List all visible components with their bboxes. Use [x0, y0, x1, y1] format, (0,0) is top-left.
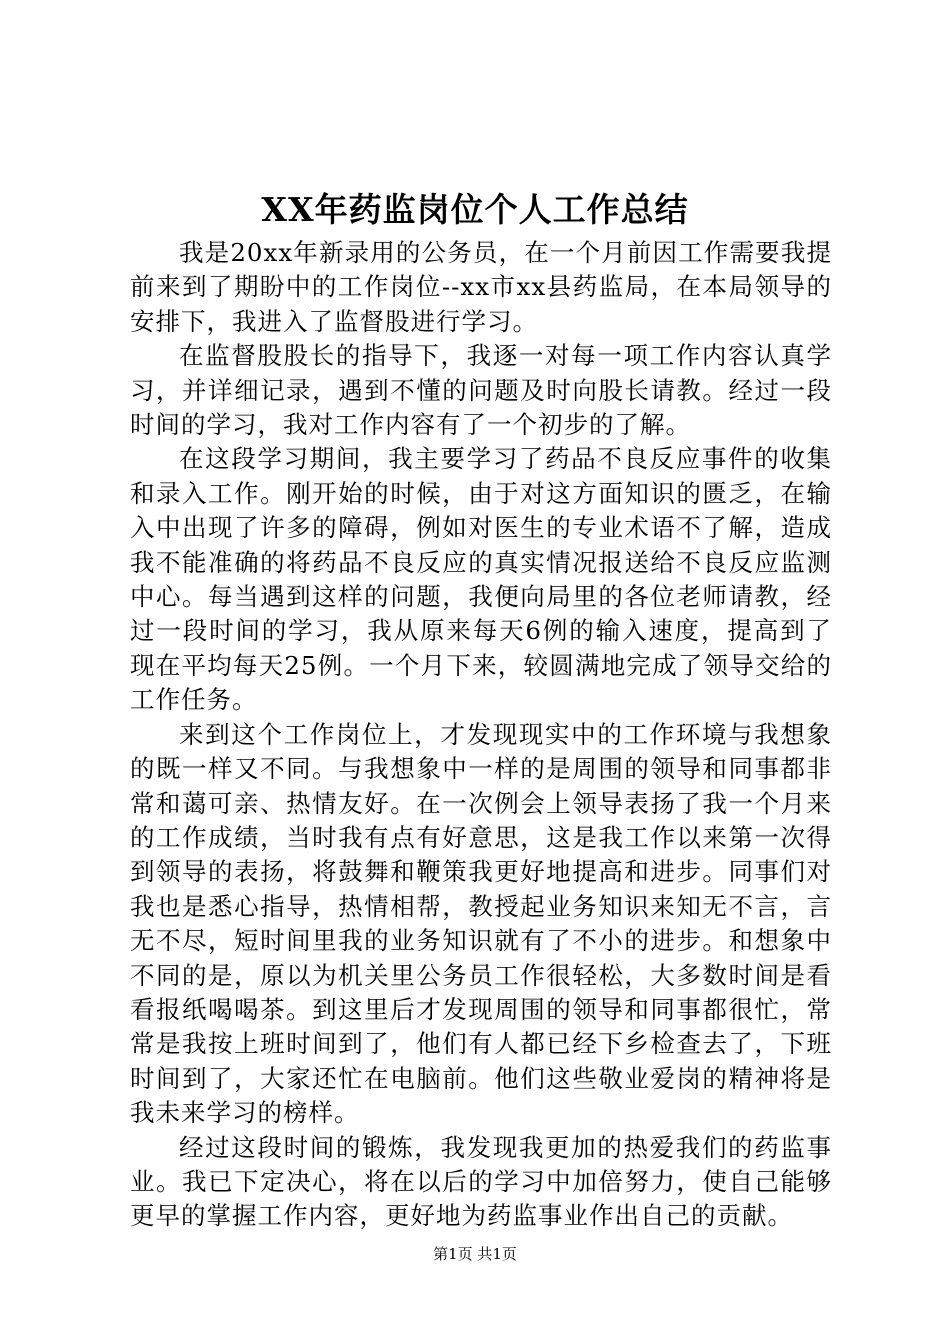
paragraph-2: 在监督股股长的指导下，我逐一对每一项工作内容认真学习，并详细记录，遇到不懂的问题及时向股长请教。经过一段时间的学习，我对工作内容有了一个初步的了解。 — [130, 341, 832, 440]
paragraph-1: 我是20xx年新录用的公务员，在一个月前因工作需要我提前来到了期盼中的工作岗位--xx市xx县药监局，在本局领导的安排下，我进入了监督股进行学习。 — [130, 238, 832, 336]
paragraph-4: 来到这个工作岗位上，才发现现实中的工作环境与我想象的既一样又不同。与我想象中一样的是周围的领导和同事都非常和蔼可亲、热情友好。在一次例会上领导表扬了我一个月来的工作成绩，当时我有点有好意思，这是我工作以来第一次得到领导的表扬，将鼓舞和鞭策我更好地提高和进步。同事们对我也是悉心指导，热情相帮，教授起业务知识来知无不言，言无不尽，短时间里我的业务知识就有了不小的进步。和想象中不同的是，原以为机关里公务员工作很轻松，大多数时间是看看报纸喝喝茶。到这里后才发现周围的领导和同事都很忙，常常是我按上班时间到了，他们有人都已经下乡检查去了，下班时间到了，大家还忙在电脑前。他们这些敬业爱岗的精神将是我未来学习的榜样。 — [130, 719, 832, 1128]
page-footer: 第1页 共1页 — [433, 1245, 517, 1263]
paragraph-3: 在这段学习期间，我主要学习了药品不良反应事件的收集和录入工作。刚开始的时候，由于对这方面知识的匮乏，在输入中出现了许多的障碍，例如对医生的专业术语不了解，造成我不能准确的将药品不良反应的真实情况报送给不良反应监测中心。每当遇到这样的问题，我便向局里的各位老师请教，经过一段时间的学习，我从原来每天6例的输入速度，提高到了现在平均每天25例。一个月下来，较圆满地完成了领导交给的工作任务。 — [130, 444, 832, 715]
document-body — [130, 236, 832, 1234]
paragraph-5: 经过这段时间的锻炼，我发现我更加的热爱我们的药监事业。我已下定决心，将在以后的学习中加倍努力，使自己能够更早的掌握工作内容，更好地为药监事业作出自己的贡献。 — [130, 1132, 832, 1231]
document-title: XX年药监岗位个人工作总结 — [261, 190, 689, 229]
